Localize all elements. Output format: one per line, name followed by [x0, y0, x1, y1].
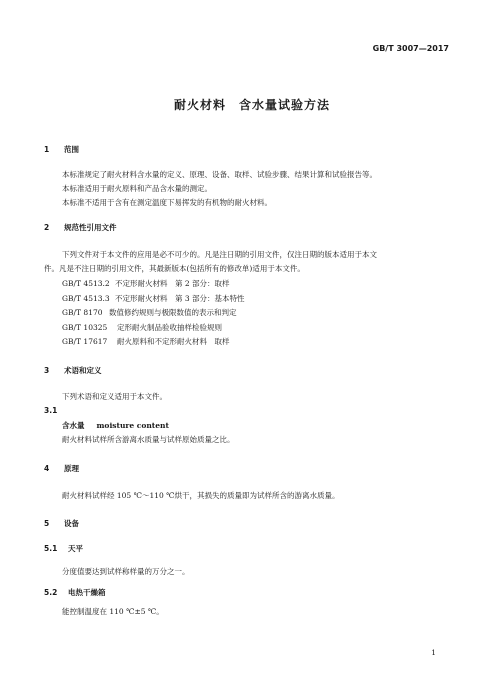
section-title: 原理 — [64, 464, 79, 473]
paragraph: 本标准规定了耐火材料含水量的定义、原理、设备、取样、试验步骤、结果计算和试验报告等。 — [62, 170, 377, 179]
reference-item — [62, 307, 237, 318]
term-english: moisture content — [96, 421, 169, 430]
reference-code: GB/T 4513.2 — [62, 279, 110, 288]
reference-code: GB/T 10325 — [62, 323, 108, 332]
section-title: 设备 — [64, 519, 79, 528]
reference-code: GB/T 17617 — [62, 337, 108, 346]
term-definition: 耐火材料试样所含游离水质量与试样原始质量之比。 — [62, 435, 235, 444]
section-2-heading — [44, 222, 117, 233]
subsection-number: 5.1 — [44, 544, 58, 553]
reference-item — [62, 336, 230, 347]
section-number: 1 — [44, 145, 50, 154]
section-number: 2 — [44, 223, 50, 232]
subsection-number: 5.2 — [44, 588, 58, 597]
reference-item — [62, 322, 222, 333]
section-title: 术语和定义 — [64, 366, 102, 375]
subsection-title: 电热干燥箱 — [68, 588, 106, 597]
paragraph: 分度值要达到试样称样量的万分之一。 — [62, 567, 190, 576]
paragraph: 能控制温度在 110 ℃±5 ℃。 — [62, 607, 164, 616]
reference-title: 不定形耐火材料 第 2 部分：取样 — [115, 279, 230, 288]
standard-code: GB/T 3007—2017 — [372, 44, 449, 53]
document-title: 耐火材料 含水量试验方法 — [173, 98, 330, 112]
page-number: 1 — [431, 648, 436, 657]
reference-title: 不定形耐火材料 第 3 部分：基本特性 — [115, 294, 245, 303]
section-number: 5 — [44, 519, 50, 528]
paragraph: 下列文件对于本文件的应用是必不可少的。凡是注日期的引用文件，仅注日期的版本适用于本文 — [62, 250, 377, 259]
reference-item — [62, 293, 245, 304]
section-4-heading — [44, 463, 79, 474]
section-3-heading — [44, 365, 102, 376]
paragraph: 本标准适用于耐火原料和产品含水量的测定。 — [62, 184, 212, 193]
reference-title: 数值修约规则与极限数值的表示和判定 — [109, 308, 237, 317]
subsection-number: 3.1 — [44, 406, 58, 415]
section-title: 范围 — [64, 145, 79, 154]
reference-title: 定形耐火制品验收抽样检验规则 — [117, 323, 222, 332]
section-5-heading — [44, 518, 79, 529]
term-chinese: 含水量 — [62, 421, 85, 430]
section-title: 规范性引用文件 — [64, 223, 117, 232]
paragraph: 下列术语和定义适用于本文件。 — [62, 392, 167, 401]
section-number: 3 — [44, 366, 50, 375]
term-entry — [62, 420, 169, 431]
reference-code: GB/T 4513.3 — [62, 294, 110, 303]
reference-code: GB/T 8170 — [62, 308, 103, 317]
reference-title: 耐火原料和不定形耐火材料 取样 — [117, 337, 230, 346]
reference-item — [62, 278, 230, 289]
subsection-5-1-heading — [44, 543, 83, 554]
paragraph: 本标准不适用于含有在测定温度下易挥发的有机物的耐火材料。 — [62, 198, 272, 207]
paragraph: 件。凡是不注日期的引用文件，其最新版本(包括所有的修改单)适用于本文件。 — [44, 264, 305, 273]
subsection-title: 天平 — [68, 544, 83, 553]
paragraph: 耐火材料试样经 105 ℃～110 ℃烘干，其损失的质量即为试样所含的游离水质量。 — [62, 491, 340, 500]
subsection-5-2-heading — [44, 587, 106, 598]
section-number: 4 — [44, 464, 50, 473]
section-1-heading — [44, 144, 79, 155]
